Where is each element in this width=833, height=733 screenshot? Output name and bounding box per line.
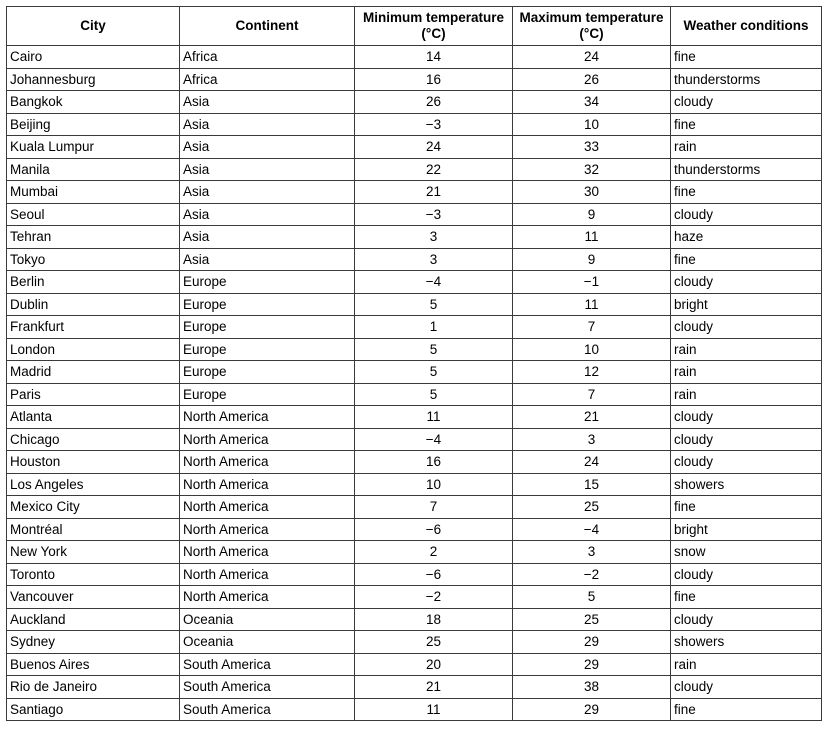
cell-max-temp: 11: [513, 226, 671, 249]
cell-continent: Asia: [180, 91, 355, 114]
cell-continent: Asia: [180, 136, 355, 159]
cell-continent: Africa: [180, 46, 355, 69]
cell-weather: bright: [671, 518, 822, 541]
cell-min-temp: 21: [355, 676, 513, 699]
cell-city: Toronto: [7, 563, 180, 586]
cell-continent: North America: [180, 406, 355, 429]
cell-min-temp: 3: [355, 226, 513, 249]
cell-weather: cloudy: [671, 428, 822, 451]
cell-continent: Europe: [180, 271, 355, 294]
cell-max-temp: 34: [513, 91, 671, 114]
cell-max-temp: 25: [513, 496, 671, 519]
table-row: [7, 518, 822, 541]
cell-continent: North America: [180, 586, 355, 609]
cell-weather: rain: [671, 361, 822, 384]
cell-max-temp: 29: [513, 653, 671, 676]
cell-continent: South America: [180, 698, 355, 721]
cell-min-temp: 5: [355, 361, 513, 384]
cell-weather: thunderstorms: [671, 158, 822, 181]
cell-continent: Oceania: [180, 631, 355, 654]
cell-max-temp: 11: [513, 293, 671, 316]
table-row: [7, 653, 822, 676]
cell-min-temp: 25: [355, 631, 513, 654]
cell-weather: cloudy: [671, 316, 822, 339]
cell-weather: bright: [671, 293, 822, 316]
cell-city: Cairo: [7, 46, 180, 69]
cell-city: Johannesburg: [7, 68, 180, 91]
cell-min-temp: 18: [355, 608, 513, 631]
cell-continent: Asia: [180, 203, 355, 226]
table-row: [7, 406, 822, 429]
cell-min-temp: −3: [355, 113, 513, 136]
table-row: [7, 226, 822, 249]
table-row: [7, 586, 822, 609]
table-row: [7, 46, 822, 69]
cell-max-temp: 38: [513, 676, 671, 699]
cell-city: Chicago: [7, 428, 180, 451]
table-row: [7, 113, 822, 136]
cell-min-temp: −4: [355, 428, 513, 451]
table-row: [7, 293, 822, 316]
cell-city: Beijing: [7, 113, 180, 136]
cell-min-temp: −6: [355, 518, 513, 541]
cell-min-temp: 10: [355, 473, 513, 496]
cell-max-temp: 29: [513, 631, 671, 654]
cell-weather: cloudy: [671, 608, 822, 631]
cell-continent: Europe: [180, 316, 355, 339]
cell-max-temp: 3: [513, 541, 671, 564]
cell-min-temp: 14: [355, 46, 513, 69]
cell-continent: Europe: [180, 383, 355, 406]
cell-city: Santiago: [7, 698, 180, 721]
table-row: [7, 631, 822, 654]
cell-city: Montréal: [7, 518, 180, 541]
cell-weather: cloudy: [671, 676, 822, 699]
cell-max-temp: 12: [513, 361, 671, 384]
cell-min-temp: −3: [355, 203, 513, 226]
cell-continent: North America: [180, 473, 355, 496]
cell-continent: North America: [180, 451, 355, 474]
cell-max-temp: 29: [513, 698, 671, 721]
table-row: [7, 338, 822, 361]
cell-city: Seoul: [7, 203, 180, 226]
cell-weather: cloudy: [671, 406, 822, 429]
cell-max-temp: 5: [513, 586, 671, 609]
table-row: [7, 473, 822, 496]
cell-city: Frankfurt: [7, 316, 180, 339]
cell-max-temp: 21: [513, 406, 671, 429]
table-row: [7, 68, 822, 91]
cell-min-temp: 1: [355, 316, 513, 339]
cell-min-temp: 3: [355, 248, 513, 271]
cell-min-temp: 21: [355, 181, 513, 204]
cell-continent: Europe: [180, 361, 355, 384]
cell-weather: cloudy: [671, 451, 822, 474]
cell-weather: fine: [671, 248, 822, 271]
cell-city: Rio de Janeiro: [7, 676, 180, 699]
cell-weather: cloudy: [671, 203, 822, 226]
weather-table: [6, 6, 822, 721]
cell-min-temp: 5: [355, 338, 513, 361]
cell-max-temp: 24: [513, 451, 671, 474]
cell-weather: snow: [671, 541, 822, 564]
cell-weather: thunderstorms: [671, 68, 822, 91]
table-row: [7, 428, 822, 451]
cell-city: New York: [7, 541, 180, 564]
cell-weather: haze: [671, 226, 822, 249]
cell-min-temp: 16: [355, 451, 513, 474]
cell-city: Manila: [7, 158, 180, 181]
table-row: [7, 496, 822, 519]
cell-weather: fine: [671, 181, 822, 204]
cell-weather: cloudy: [671, 271, 822, 294]
cell-min-temp: 22: [355, 158, 513, 181]
cell-max-temp: 9: [513, 203, 671, 226]
cell-min-temp: −2: [355, 586, 513, 609]
cell-city: Kuala Lumpur: [7, 136, 180, 159]
cell-weather: showers: [671, 631, 822, 654]
cell-continent: Oceania: [180, 608, 355, 631]
cell-city: Buenos Aires: [7, 653, 180, 676]
table-row: [7, 383, 822, 406]
cell-weather: rain: [671, 383, 822, 406]
cell-city: Mumbai: [7, 181, 180, 204]
header-city: City: [7, 7, 180, 46]
cell-city: Berlin: [7, 271, 180, 294]
cell-min-temp: −6: [355, 563, 513, 586]
table-body: [7, 46, 822, 721]
cell-max-temp: 32: [513, 158, 671, 181]
cell-continent: Asia: [180, 181, 355, 204]
cell-city: Dublin: [7, 293, 180, 316]
header-max-temp: Maximum temperature (°C): [513, 7, 671, 46]
cell-continent: South America: [180, 653, 355, 676]
cell-city: Vancouver: [7, 586, 180, 609]
cell-continent: Asia: [180, 158, 355, 181]
cell-continent: Africa: [180, 68, 355, 91]
cell-max-temp: 9: [513, 248, 671, 271]
table-row: [7, 316, 822, 339]
cell-max-temp: 33: [513, 136, 671, 159]
cell-max-temp: −2: [513, 563, 671, 586]
cell-max-temp: 15: [513, 473, 671, 496]
table-row: [7, 136, 822, 159]
cell-max-temp: −4: [513, 518, 671, 541]
cell-min-temp: 2: [355, 541, 513, 564]
cell-min-temp: 5: [355, 383, 513, 406]
cell-max-temp: 24: [513, 46, 671, 69]
cell-min-temp: 11: [355, 406, 513, 429]
table-row: [7, 158, 822, 181]
table-header-row: [7, 7, 822, 46]
cell-continent: South America: [180, 676, 355, 699]
cell-city: London: [7, 338, 180, 361]
cell-min-temp: 7: [355, 496, 513, 519]
cell-min-temp: 11: [355, 698, 513, 721]
cell-min-temp: 20: [355, 653, 513, 676]
cell-max-temp: 10: [513, 338, 671, 361]
cell-city: Atlanta: [7, 406, 180, 429]
table-row: [7, 676, 822, 699]
cell-weather: fine: [671, 698, 822, 721]
cell-continent: North America: [180, 518, 355, 541]
cell-continent: Asia: [180, 226, 355, 249]
cell-max-temp: 3: [513, 428, 671, 451]
cell-continent: North America: [180, 428, 355, 451]
cell-continent: Europe: [180, 338, 355, 361]
cell-continent: North America: [180, 541, 355, 564]
cell-min-temp: 24: [355, 136, 513, 159]
table-row: [7, 248, 822, 271]
header-continent: Continent: [180, 7, 355, 46]
cell-max-temp: −1: [513, 271, 671, 294]
cell-max-temp: 25: [513, 608, 671, 631]
cell-max-temp: 7: [513, 316, 671, 339]
table-row: [7, 203, 822, 226]
cell-city: Tokyo: [7, 248, 180, 271]
cell-city: Auckland: [7, 608, 180, 631]
cell-weather: cloudy: [671, 91, 822, 114]
cell-max-temp: 26: [513, 68, 671, 91]
cell-weather: rain: [671, 653, 822, 676]
table-row: [7, 451, 822, 474]
cell-continent: North America: [180, 496, 355, 519]
cell-city: Paris: [7, 383, 180, 406]
cell-min-temp: 16: [355, 68, 513, 91]
header-min-temp: Minimum temperature (°C): [355, 7, 513, 46]
cell-weather: cloudy: [671, 563, 822, 586]
header-weather: Weather conditions: [671, 7, 822, 46]
table-row: [7, 563, 822, 586]
table-row: [7, 361, 822, 384]
cell-city: Mexico City: [7, 496, 180, 519]
cell-weather: fine: [671, 46, 822, 69]
cell-max-temp: 10: [513, 113, 671, 136]
table-row: [7, 608, 822, 631]
cell-city: Tehran: [7, 226, 180, 249]
table-row: [7, 698, 822, 721]
cell-max-temp: 7: [513, 383, 671, 406]
cell-weather: rain: [671, 338, 822, 361]
cell-weather: fine: [671, 496, 822, 519]
cell-city: Los Angeles: [7, 473, 180, 496]
cell-city: Bangkok: [7, 91, 180, 114]
cell-weather: rain: [671, 136, 822, 159]
cell-continent: North America: [180, 563, 355, 586]
cell-min-temp: 26: [355, 91, 513, 114]
cell-city: Houston: [7, 451, 180, 474]
cell-continent: Asia: [180, 113, 355, 136]
table-row: [7, 91, 822, 114]
cell-city: Madrid: [7, 361, 180, 384]
cell-min-temp: −4: [355, 271, 513, 294]
table-row: [7, 541, 822, 564]
table-row: [7, 181, 822, 204]
cell-weather: showers: [671, 473, 822, 496]
cell-weather: fine: [671, 586, 822, 609]
table-row: [7, 271, 822, 294]
cell-weather: fine: [671, 113, 822, 136]
cell-city: Sydney: [7, 631, 180, 654]
cell-max-temp: 30: [513, 181, 671, 204]
cell-continent: Asia: [180, 248, 355, 271]
cell-min-temp: 5: [355, 293, 513, 316]
cell-continent: Europe: [180, 293, 355, 316]
